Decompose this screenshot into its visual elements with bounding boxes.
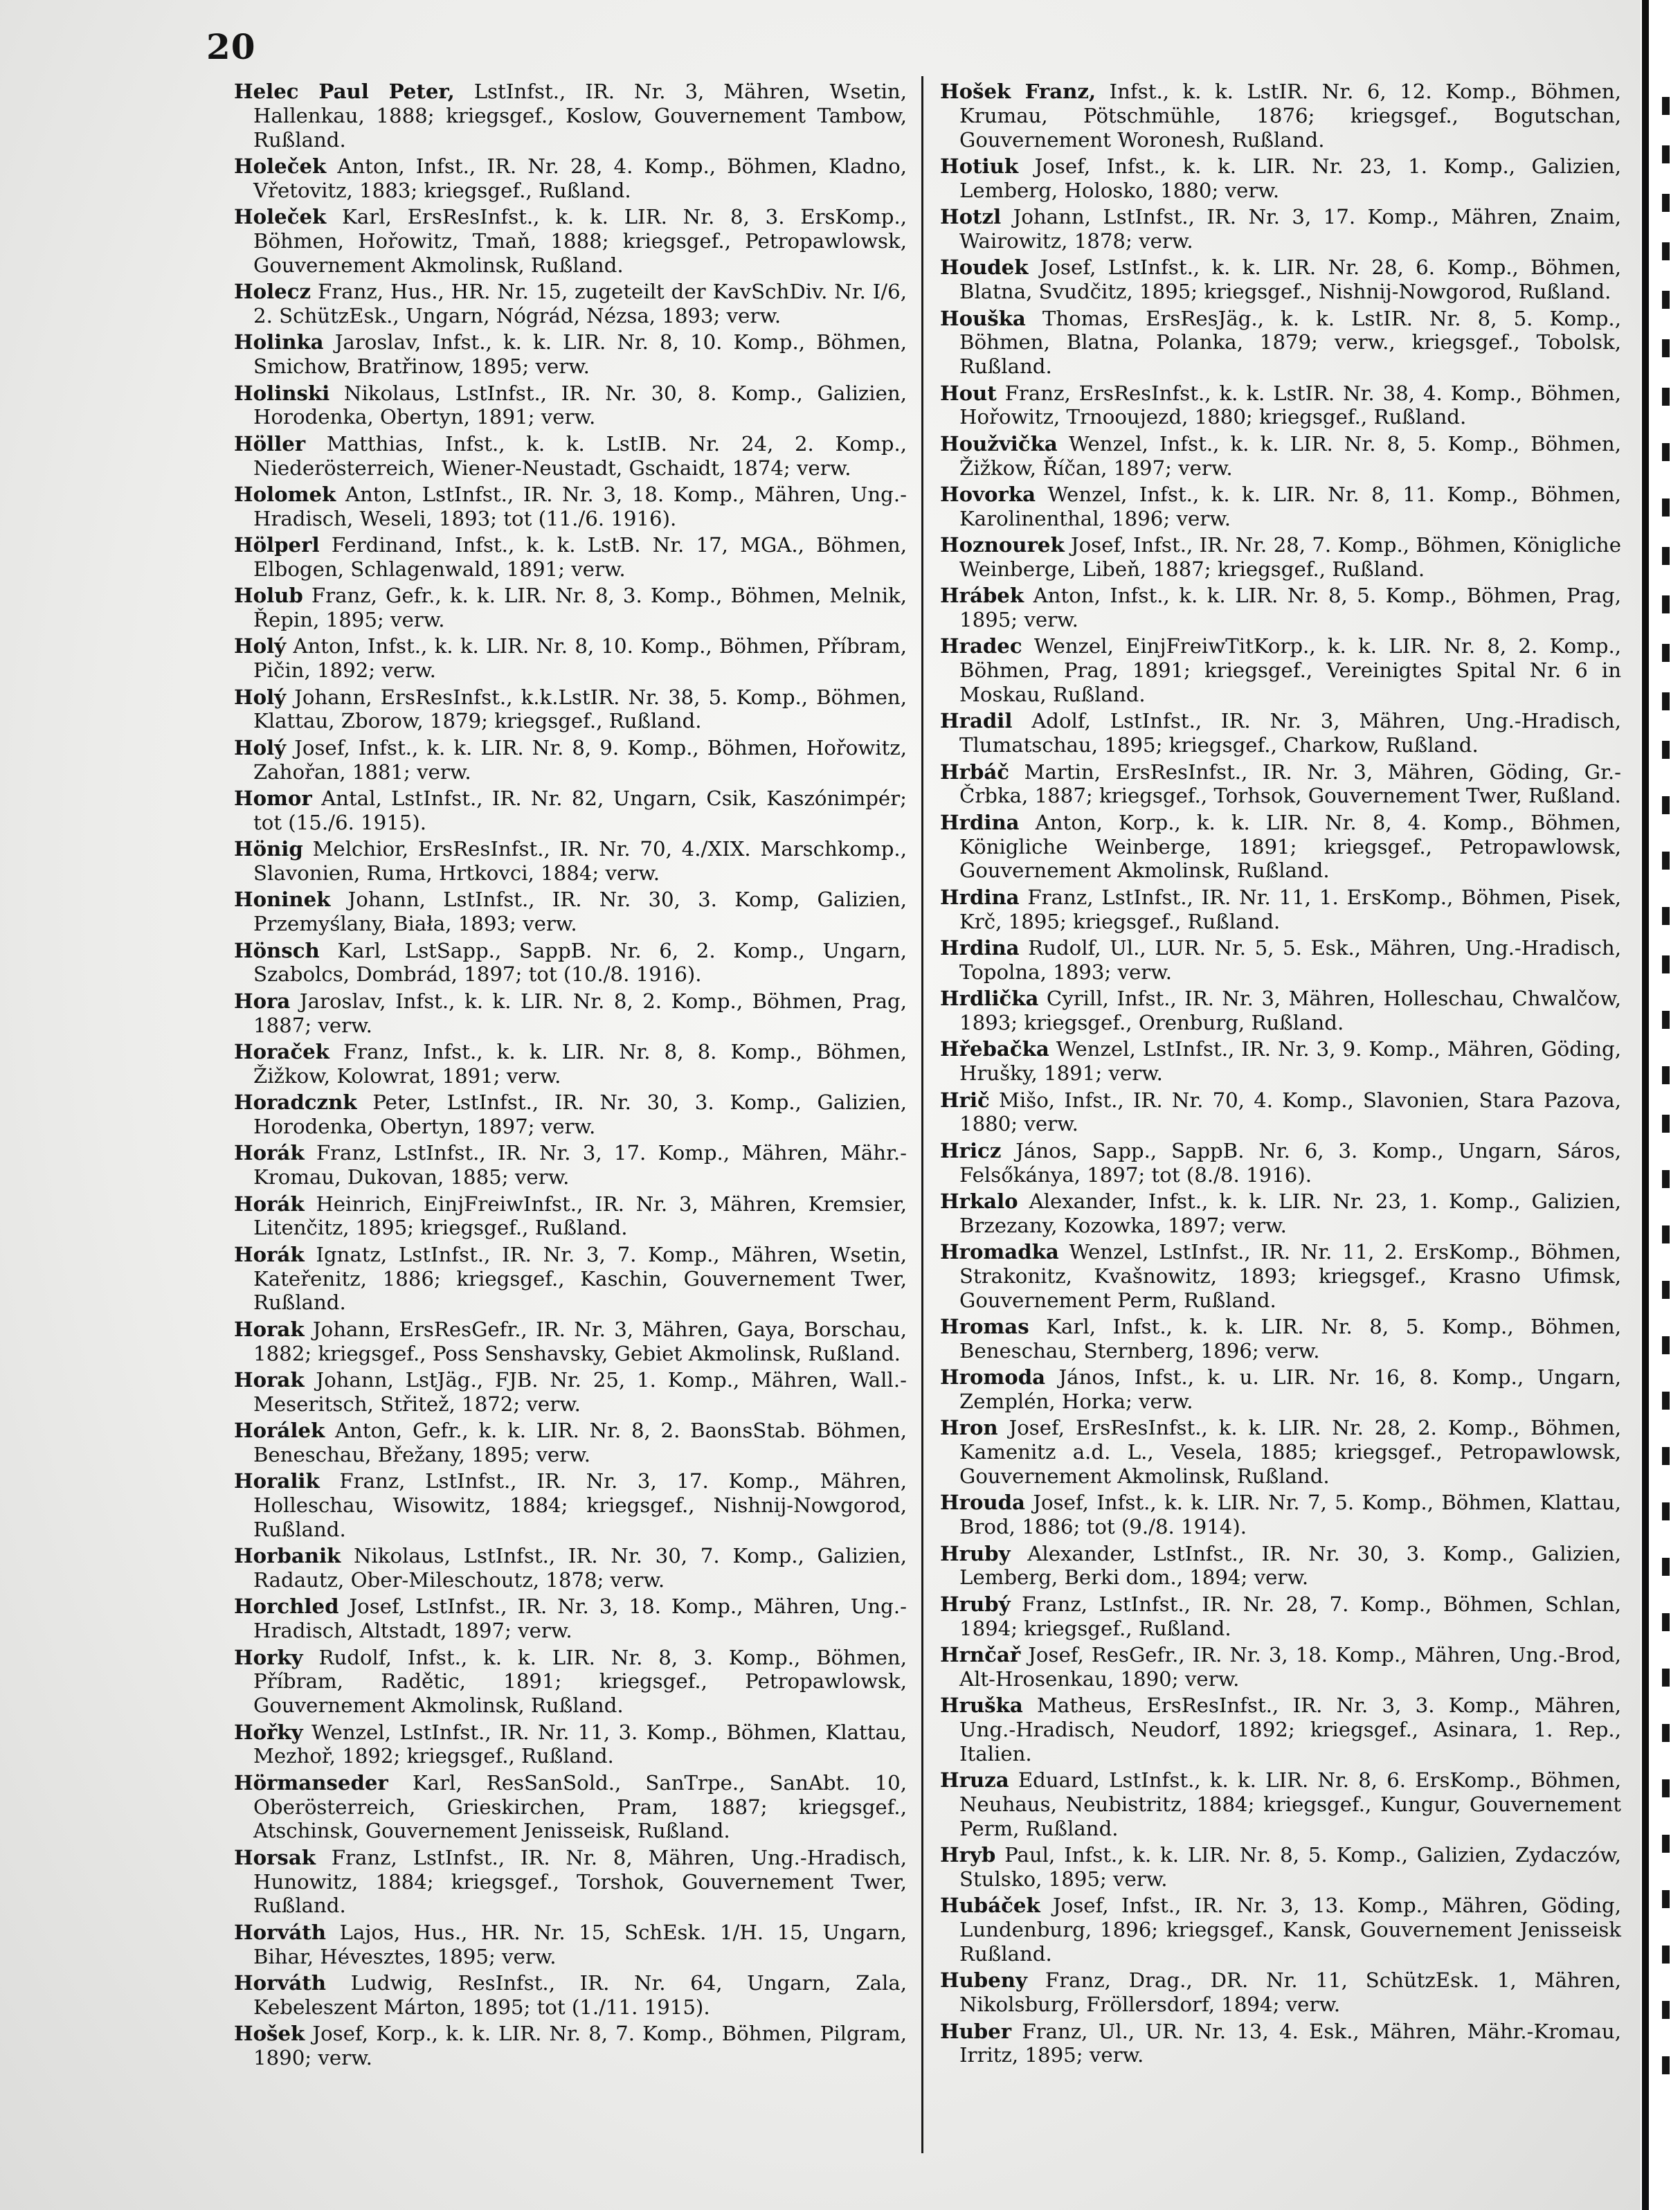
- register-entry: [234, 330, 907, 379]
- entry-surname: Horák: [234, 1141, 305, 1165]
- cutoff-letter-mark: [1662, 388, 1670, 406]
- cutoff-letter-mark: [1662, 644, 1670, 662]
- register-entry: [940, 709, 1621, 757]
- entry-surname: Hrubý: [940, 1592, 1011, 1616]
- entry-surname: Horaček: [234, 1039, 329, 1063]
- cutoff-letter-mark: [1662, 1946, 1670, 1964]
- entry-details: Lajos, Hus., HR. Nr. 15, SchEsk. 1/H. 15, Ungarn, Bihar, Hévesztes, 1895; verw.: [253, 1920, 907, 1968]
- entry-details: Wenzel, LstInfst., IR. Nr. 11, 2. ErsKomp., Böhmen, Strakonitz, Kvašnowitz, 1893; kriegsgef., Krasno Ufimsk, Gouvernement Perm, Rußland.: [959, 1240, 1621, 1312]
- entry-surname: Hron: [940, 1416, 998, 1440]
- register-entry: [234, 432, 907, 480]
- entry-surname: Hrnčař: [940, 1643, 1021, 1667]
- entry-details: Franz, Hus., HR. Nr. 15, zugeteilt der KavSchDiv. Nr. I/6, 2. SchützEsk., Ungarn, Nógrád, Nézsa, 1893; verw.: [253, 280, 907, 327]
- entry-details: Jaroslav, Infst., k. k. LIR. Nr. 8, 2. Komp., Böhmen, Prag, 1887; verw.: [253, 989, 907, 1037]
- entry-surname: Hricz: [940, 1138, 1002, 1162]
- entry-details: Eduard, LstInfst., k. k. LIR. Nr. 8, 6. ErsKomp., Böhmen, Neuhaus, Neubistritz, 1884; kriegsgef., Kungur, Gouvernement Perm, Rußland.: [959, 1768, 1621, 1840]
- register-entry: [234, 2022, 907, 2070]
- entry-surname: Holomek: [234, 482, 336, 506]
- cutoff-letter-mark: [1662, 1558, 1670, 1576]
- register-entry: [940, 80, 1621, 152]
- cutoff-letter-mark: [1662, 955, 1670, 973]
- register-entry: [940, 1968, 1621, 2017]
- cutoff-letter-mark: [1662, 1011, 1670, 1029]
- entry-surname: Horsak: [234, 1845, 316, 1869]
- left-column: [234, 80, 907, 2072]
- entry-surname: Hrdlička: [940, 987, 1039, 1011]
- register-entry: [234, 1469, 907, 1541]
- register-entry: [940, 483, 1621, 531]
- cutoff-letter-mark: [1662, 692, 1670, 710]
- page-binding-edge: [1642, 0, 1649, 2210]
- cutoff-letter-mark: [1662, 852, 1670, 870]
- entry-surname: Horbanik: [234, 1544, 341, 1568]
- entry-surname: Hoznourek: [940, 533, 1065, 557]
- register-entry: [234, 1318, 907, 1366]
- right-column: [940, 80, 1621, 2070]
- entry-details: Franz, Infst., k. k. LIR. Nr. 8, 8. Komp., Böhmen, Žižkow, Kolowrat, 1891; verw.: [253, 1039, 907, 1088]
- entry-details: Johann, LstJäg., FJB. Nr. 25, 1. Komp., Mähren, Wall.-Meseritsch, Střitež, 1872; verw.: [253, 1367, 907, 1416]
- entry-surname: Holeček: [234, 205, 327, 229]
- register-entry: [234, 1192, 907, 1241]
- cutoff-letter-mark: [1662, 1502, 1670, 1520]
- entry-surname: Hönsch: [234, 938, 320, 962]
- entry-details: Josef, Infst., k. k. LIR. Nr. 7, 5. Komp., Böhmen, Klattau, Brod, 1886; tot (9./8. 1914).: [959, 1491, 1621, 1539]
- cutoff-letter-mark: [1662, 1336, 1670, 1354]
- cutoff-letter-mark: [1662, 595, 1670, 613]
- register-entry: [940, 1315, 1621, 1363]
- register-entry: [234, 381, 907, 430]
- entry-surname: Holý: [234, 685, 287, 709]
- register-entry: [940, 1240, 1621, 1312]
- entry-details: Karl, ErsResInfst., k. k. LIR. Nr. 8, 3. ErsKomp., Böhmen, Hořowitz, Tmaň, 1888; kriegsgef., Petropawlowsk, Gouvernement Akmolinsk, Rußland.: [253, 205, 907, 277]
- register-entry: [940, 1694, 1621, 1766]
- cutoff-letter-mark: [1662, 1779, 1670, 1797]
- cutoff-letter-mark: [1662, 291, 1670, 309]
- entry-surname: Holinka: [234, 330, 324, 354]
- register-entry: [234, 888, 907, 936]
- register-entry: [234, 1646, 907, 1718]
- register-entry: [940, 634, 1621, 706]
- register-entry: [234, 1846, 907, 1918]
- register-entry: [940, 205, 1621, 253]
- entry-details: János, Sapp., SappB. Nr. 6, 3. Komp., Ungarn, Sáros, Felsőkánya, 1897; tot (8./8. 1916).: [959, 1138, 1621, 1187]
- entry-details: Anton, LstInfst., IR. Nr. 3, 18. Komp., Mähren, Ung.-Hradisch, Weseli, 1893; tot (11./6. 1916).: [253, 482, 907, 530]
- entry-details: Josef, Infst., k. k. LIR. Nr. 23, 1. Komp., Galizien, Lemberg, Holosko, 1880; verw.: [959, 154, 1621, 202]
- entry-surname: Horadcznk: [234, 1090, 357, 1115]
- register-entry: [940, 936, 1621, 985]
- entry-surname: Hruby: [940, 1541, 1011, 1565]
- entry-details: Josef, Infst., IR. Nr. 28, 7. Komp., Böhmen, Königliche Weinberge, Libeň, 1887; kriegsgef., Rußland.: [959, 533, 1621, 581]
- entry-details: Anton, Gefr., k. k. LIR. Nr. 8, 2. BaonsStab. Böhmen, Beneschau, Břežany, 1895; verw.: [253, 1419, 907, 1466]
- entry-surname: Horak: [234, 1317, 305, 1341]
- register-entry: [234, 1141, 907, 1189]
- entry-surname: Hruza: [940, 1768, 1009, 1793]
- entry-surname: Horálek: [234, 1419, 325, 1443]
- register-entry: [940, 886, 1621, 934]
- cutoff-letter-mark: [1662, 1835, 1670, 1853]
- entry-details: Karl, LstSapp., SappB. Nr. 6, 2. Komp., Ungarn, Szabolcs, Dombrád, 1897; tot (10./8. 1916).: [253, 938, 907, 987]
- register-entry: [940, 1491, 1621, 1539]
- register-entry: [234, 1368, 907, 1417]
- entry-details: Wenzel, EinjFreiwTitKorp., k. k. LIR. Nr. 8, 2. Komp., Böhmen, Prag, 1891; kriegsgef., Vereinigtes Spital Nr. 6 in Moskau, Rußland.: [959, 634, 1621, 707]
- register-entry: [234, 634, 907, 683]
- entry-surname: Hubeny: [940, 1968, 1027, 1993]
- register-entry: [940, 2020, 1621, 2068]
- entry-surname: Hruška: [940, 1694, 1023, 1718]
- register-entry: [940, 533, 1621, 582]
- entry-details: János, Infst., k. u. LIR. Nr. 16, 8. Komp., Ungarn, Zemplén, Horka; verw.: [959, 1365, 1621, 1414]
- entry-details: Josef, LstInfst., IR. Nr. 3, 18. Komp., Mähren, Ung.-Hradisch, Altstadt, 1897; verw.: [253, 1594, 907, 1643]
- entry-details: LstInfst., IR. Nr. 3, Mähren, Wsetin, Hallenkau, 1888; kriegsgef., Koslow, Gouvernement Tambow, Rußland.: [253, 80, 907, 152]
- entry-surname: Hrkalo: [940, 1189, 1018, 1213]
- cutoff-letter-mark: [1662, 1225, 1670, 1243]
- cutoff-letter-mark: [1662, 907, 1670, 925]
- entry-surname: Helec Paul Peter,: [234, 80, 455, 103]
- entry-surname: Hromoda: [940, 1365, 1046, 1390]
- cutoff-letter-mark: [1662, 97, 1670, 115]
- register-entry: [940, 760, 1621, 809]
- entry-surname: Hromas: [940, 1315, 1029, 1339]
- entry-details: Johann, ErsResInfst., k.k.LstIR. Nr. 38, 5. Komp., Böhmen, Klattau, Zborow, 1879; kriegsgef., Rußland.: [253, 685, 907, 733]
- register-entry: [940, 811, 1621, 883]
- cutoff-letter-mark: [1662, 242, 1670, 260]
- entry-surname: Horváth: [234, 1920, 326, 1944]
- entry-details: Franz, LstInfst., IR. Nr. 11, 1. ErsKomp., Böhmen, Pisek, Krč, 1895; kriegsgef., Rußland.: [959, 885, 1621, 933]
- entry-surname: Horák: [234, 1242, 305, 1266]
- entry-surname: Hölperl: [234, 533, 320, 557]
- register-entry: [940, 1643, 1621, 1691]
- register-entry: [234, 584, 907, 632]
- entry-details: Josef, LstInfst., k. k. LIR. Nr. 28, 6. Komp., Böhmen, Blatna, Svudčitz, 1895; kriegsgef., Nishnij-Nowgorod, Rußland.: [959, 255, 1621, 304]
- entry-details: Paul, Infst., k. k. LIR. Nr. 8, 5. Komp., Galizien, Zydaczów, Stulsko, 1895; verw.: [959, 1843, 1621, 1891]
- page-number: 20: [206, 26, 256, 67]
- entry-details: Franz, Ul., UR. Nr. 13, 4. Esk., Mähren, Mähr.-Kromau, Irritz, 1895; verw.: [959, 2019, 1621, 2067]
- entry-details: Anton, Infst., k. k. LIR. Nr. 8, 10. Komp., Böhmen, Příbram, Pičin, 1892; verw.: [253, 634, 907, 683]
- entry-details: Josef, Infst., IR. Nr. 3, 13. Komp., Mähren, Göding, Lundenburg, 1896; kriegsgef., Kansk, Gouvernement Jenisseisk Rußland.: [959, 1894, 1621, 1966]
- cutoff-letter-mark: [1662, 1724, 1670, 1742]
- register-entry: [234, 1771, 907, 1843]
- entry-surname: Hradec: [940, 634, 1022, 658]
- entry-surname: Houdek: [940, 255, 1029, 280]
- entry-details: Mišo, Infst., IR. Nr. 70, 4. Komp., Slavonien, Stara Pazova, 1880; verw.: [959, 1088, 1621, 1136]
- entry-surname: Hošek: [234, 2022, 305, 2046]
- register-entry: [234, 205, 907, 277]
- register-entry: [234, 736, 907, 784]
- entry-details: Thomas, ErsResJäg., k. k. LstIR. Nr. 8, 5. Komp., Böhmen, Blatna, Polanka, 1879; verw., kriegsgef., Tobolsk, Rußland.: [959, 306, 1621, 379]
- entry-surname: Hořky: [234, 1720, 303, 1744]
- register-entry: [940, 1037, 1621, 1086]
- register-entry: [940, 987, 1621, 1035]
- entry-surname: Hrič: [940, 1088, 990, 1112]
- register-entry: [940, 1139, 1621, 1187]
- entry-details: Franz, LstInfst., IR. Nr. 3, 17. Komp., Mähren, Holleschau, Wisowitz, 1884; kriegsgef., Nishnij-Nowgorod, Rußland.: [253, 1469, 907, 1541]
- entry-details: Rudolf, Ul., LUR. Nr. 5, 5. Esk., Mähren, Ung.-Hradisch, Topolna, 1893; verw.: [959, 936, 1621, 984]
- register-entry: [940, 1416, 1621, 1488]
- register-entry: [940, 1592, 1621, 1641]
- entry-surname: Hotzl: [940, 205, 1002, 229]
- entry-details: Anton, Infst., IR. Nr. 28, 4. Komp., Böhmen, Kladno, Vřetovitz, 1883; kriegsgef., Rußland.: [253, 154, 907, 202]
- entry-details: Johann, LstInfst., IR. Nr. 3, 17. Komp., Mähren, Znaim, Wairowitz, 1878; verw.: [959, 205, 1621, 253]
- cutoff-letter-mark: [1662, 1281, 1670, 1299]
- entry-details: Franz, Drag., DR. Nr. 11, SchützEsk. 1, Mähren, Nikolsburg, Fröllersdorf, 1894; verw.: [959, 1968, 1621, 2017]
- register-entry: [234, 1921, 907, 1969]
- cutoff-letter-mark: [1662, 1170, 1670, 1188]
- entry-surname: Horky: [234, 1645, 303, 1669]
- entry-details: Wenzel, Infst., k. k. LIR. Nr. 8, 5. Komp., Böhmen, Žižkow, Říčan, 1897; verw.: [959, 431, 1621, 480]
- register-entry: [234, 1419, 907, 1467]
- entry-details: Anton, Korp., k. k. LIR. Nr. 8, 4. Komp., Böhmen, Königliche Weinberge, 1891; kriegsgef., Petropawlowsk, Gouvernement Akmolinsk, Rußland.: [959, 810, 1621, 883]
- cutoff-letter-mark: [1662, 339, 1670, 357]
- entry-surname: Horak: [234, 1367, 305, 1392]
- cutoff-letter-mark: [1662, 1066, 1670, 1084]
- entry-details: Ferdinand, Infst., k. k. LstB. Nr. 17, MGA., Böhmen, Elbogen, Schlagenwald, 1891; verw.: [253, 533, 907, 581]
- entry-details: Karl, Infst., k. k. LIR. Nr. 8, 5. Komp., Böhmen, Beneschau, Sternberg, 1896; verw.: [959, 1315, 1621, 1363]
- entry-surname: Hradil: [940, 709, 1013, 733]
- entry-details: Wenzel, LstInfst., IR. Nr. 11, 3. Komp., Böhmen, Klattau, Mezhoř, 1892; kriegsgef., Rußland.: [253, 1720, 907, 1768]
- entry-surname: Horchled: [234, 1594, 339, 1619]
- entry-details: Matheus, ErsResInfst., IR. Nr. 3, 3. Komp., Mähren, Ung.-Hradisch, Neudorf, 1892; kriegsgef., Asinara, 1. Rep., Italien.: [959, 1694, 1621, 1766]
- register-entry: [234, 533, 907, 582]
- entry-surname: Hromadka: [940, 1240, 1059, 1264]
- register-entry: [234, 1721, 907, 1769]
- register-entry: [234, 1040, 907, 1088]
- register-entry: [940, 1189, 1621, 1238]
- entry-details: Nikolaus, LstInfst., IR. Nr. 30, 8. Komp., Galizien, Horodenka, Obertyn, 1891; verw.: [253, 381, 907, 429]
- register-entry: [234, 280, 907, 328]
- cutoff-letter-mark: [1662, 547, 1670, 565]
- entry-details: Ignatz, LstInfst., IR. Nr. 3, 7. Komp., Mähren, Wsetin, Kateřenitz, 1886; kriegsgef., Kaschin, Gouvernement Twer, Rußland.: [253, 1242, 907, 1315]
- register-entry: [234, 989, 907, 1038]
- entry-details: Peter, LstInfst., IR. Nr. 30, 3. Komp., Galizien, Horodenka, Obertyn, 1897; verw.: [253, 1090, 907, 1138]
- register-entry: [940, 381, 1621, 430]
- register-entry: [940, 255, 1621, 304]
- entry-details: Rudolf, Infst., k. k. LIR. Nr. 8, 3. Komp., Böhmen, Příbram, Radětic, 1891; kriegsgef., Petropawlowsk, Gouvernement Akmolinsk, Rußland.: [253, 1645, 907, 1718]
- cutoff-letter-mark: [1662, 1447, 1670, 1465]
- entry-details: Matthias, Infst., k. k. LstIB. Nr. 24, 2. Komp., Niederösterreich, Wiener-Neustadt, Gschaidt, 1874; verw.: [253, 431, 907, 480]
- entry-details: Franz, LstInfst., IR. Nr. 3, 17. Komp., Mähren, Mähr.-Kromau, Dukovan, 1885; verw.: [253, 1141, 907, 1189]
- entry-surname: Hrdina: [940, 810, 1020, 834]
- register-entry: [940, 1843, 1621, 1892]
- entry-surname: Horváth: [234, 1970, 326, 1995]
- register-entry: [940, 1894, 1621, 1966]
- entry-surname: Hošek Franz,: [940, 80, 1096, 103]
- entry-details: Josef, ErsResInfst., k. k. LIR. Nr. 28, 2. Komp., Böhmen, Kamenitz a.d. L., Vesela, 1885; kriegsgef., Petropawlowsk, Gouvernement Akmolinsk, Rußland.: [959, 1416, 1621, 1489]
- entry-details: Infst., k. k. LstIR. Nr. 6, 12. Komp., Böhmen, Krumau, Pötschmühle, 1876; kriegsgef., Bogutschan, Gouvernement Woronesh, Rußland.: [959, 80, 1621, 152]
- cutoff-letter-mark: [1662, 1669, 1670, 1687]
- entry-details: Jaroslav, Infst., k. k. LIR. Nr. 8, 10. Komp., Böhmen, Smichow, Bratřinow, 1895; verw.: [253, 330, 907, 379]
- entry-details: Franz, LstInfst., IR. Nr. 8, Mähren, Ung.-Hradisch, Hunowitz, 1884; kriegsgef., Torshok, Gouvernement Twer, Rußland.: [253, 1845, 907, 1918]
- entry-surname: Horák: [234, 1192, 305, 1216]
- entry-details: Franz, Gefr., k. k. LIR. Nr. 8, 3. Komp., Böhmen, Melnik, Řepin, 1895; verw.: [253, 584, 907, 632]
- register-entry: [940, 154, 1621, 203]
- register-entry: [234, 80, 907, 152]
- entry-surname: Hrdina: [940, 885, 1020, 909]
- register-entry: [234, 1594, 907, 1643]
- entry-details: Josef, ResGefr., IR. Nr. 3, 18. Komp., Mähren, Ung.-Brod, Alt-Hrosenkau, 1890; verw.: [959, 1643, 1621, 1691]
- register-entry: [234, 1243, 907, 1315]
- entry-surname: Holý: [234, 735, 287, 760]
- register-entry: [234, 483, 907, 531]
- entry-surname: Holecz: [234, 280, 311, 304]
- register-entry: [234, 1544, 907, 1592]
- cutoff-letter-mark: [1662, 2056, 1670, 2074]
- entry-details: Johann, LstInfst., IR. Nr. 30, 3. Komp, Galizien, Przemyślany, Biała, 1893; verw.: [253, 888, 907, 936]
- entry-surname: Hönig: [234, 837, 303, 861]
- entry-surname: Honinek: [234, 888, 331, 912]
- column-divider: [921, 76, 923, 2153]
- cutoff-letter-mark: [1662, 741, 1670, 759]
- entry-details: Alexander, Infst., k. k. LIR. Nr. 23, 1. Komp., Galizien, Brzezany, Kozowka, 1897; verw.: [959, 1189, 1621, 1237]
- register-entry: [940, 1365, 1621, 1414]
- cutoff-letter-mark: [1662, 443, 1670, 461]
- entry-details: Nikolaus, LstInfst., IR. Nr. 30, 7. Komp., Galizien, Radautz, Ober-Mileschoutz, 1878; verw.: [253, 1544, 907, 1592]
- register-entry: [940, 307, 1621, 379]
- register-entry: [234, 1090, 907, 1139]
- cutoff-letter-mark: [1662, 1890, 1670, 1908]
- entry-surname: Hora: [234, 989, 291, 1013]
- entry-details: Wenzel, Infst., k. k. LIR. Nr. 8, 11. Komp., Böhmen, Karolinenthal, 1896; verw.: [959, 482, 1621, 530]
- entry-details: Josef, Infst., k. k. LIR. Nr. 8, 9. Komp., Böhmen, Hořowitz, Zahořan, 1881; verw.: [253, 735, 907, 784]
- cutoff-letter-mark: [1662, 1115, 1670, 1133]
- entry-surname: Hotiuk: [940, 154, 1019, 178]
- register-entry: [234, 154, 907, 203]
- entry-details: Wenzel, LstInfst., IR. Nr. 3, 9. Komp., Mähren, Göding, Hrušky, 1891; verw.: [959, 1037, 1621, 1086]
- entry-surname: Hrouda: [940, 1491, 1025, 1515]
- register-entry: [234, 787, 907, 835]
- cutoff-letter-mark: [1662, 2001, 1670, 2019]
- entry-surname: Homor: [234, 787, 312, 811]
- entry-surname: Horalik: [234, 1469, 320, 1493]
- entry-surname: Hout: [940, 381, 997, 405]
- entry-surname: Houžvička: [940, 431, 1058, 456]
- entry-surname: Höller: [234, 431, 306, 456]
- entry-surname: Holub: [234, 584, 303, 608]
- entry-details: Josef, Korp., k. k. LIR. Nr. 8, 7. Komp., Böhmen, Pilgram, 1890; verw.: [253, 2022, 907, 2069]
- entry-surname: Hovorka: [940, 482, 1036, 506]
- entry-surname: Holeček: [234, 154, 327, 178]
- entry-surname: Holinski: [234, 381, 330, 405]
- entry-details: Melchior, ErsResInfst., IR. Nr. 70, 4./XIX. Marschkomp., Slavonien, Ruma, Hrtkovci, 1884; verw.: [253, 837, 907, 886]
- register-entry: [940, 584, 1621, 632]
- entry-details: Cyrill, Infst., IR. Nr. 3, Mähren, Holleschau, Chwalčow, 1893; kriegsgef., Orenburg, Rußland.: [959, 987, 1621, 1034]
- cutoff-letter-mark: [1662, 498, 1670, 516]
- entry-surname: Hryb: [940, 1843, 996, 1867]
- entry-details: Adolf, LstInfst., IR. Nr. 3, Mähren, Ung.-Hradisch, Tlumatschau, 1895; kriegsgef., Charkow, Rußland.: [959, 709, 1621, 757]
- entry-surname: Houška: [940, 306, 1026, 330]
- register-entry: [234, 837, 907, 886]
- entry-surname: Hrábek: [940, 584, 1024, 608]
- register-entry: [940, 1768, 1621, 1840]
- entry-details: Anton, Infst., k. k. LIR. Nr. 8, 5. Komp., Böhmen, Prag, 1895; verw.: [959, 584, 1621, 632]
- register-entry: [940, 432, 1621, 480]
- entry-surname: Hrbáč: [940, 760, 1010, 784]
- entry-surname: Hřebačka: [940, 1037, 1049, 1061]
- register-entry: [940, 1542, 1621, 1590]
- entry-details: Johann, ErsResGefr., IR. Nr. 3, Mähren, Gaya, Borschau, 1882; kriegsgef., Poss Senshavsky, Gebiet Akmolinsk, Rußland.: [253, 1317, 907, 1365]
- register-entry: [234, 1971, 907, 2020]
- entry-details: Heinrich, EinjFreiwInfst., IR. Nr. 3, Mähren, Kremsier, Litenčitz, 1895; kriegsgef., Rußland.: [253, 1192, 907, 1240]
- entry-details: Franz, ErsResInfst., k. k. LstIR. Nr. 38, 4. Komp., Böhmen, Hořowitz, Trnooujezd, 1880; kriegsgef., Rußland.: [959, 381, 1621, 429]
- entry-details: Alexander, LstInfst., IR. Nr. 30, 3. Komp., Galizien, Lemberg, Berki dom., 1894; verw.: [959, 1541, 1621, 1590]
- entry-details: Martin, ErsResInfst., IR. Nr. 3, Mähren, Göding, Gr.-Črbka, 1887; kriegsgef., Torhsok, Gouvernement Twer, Rußland.: [959, 760, 1621, 808]
- entry-surname: Hrdina: [940, 936, 1020, 960]
- entry-surname: Holý: [234, 634, 287, 658]
- entry-details: Karl, ResSanSold., SanTrpe., SanAbt. 10, Oberösterreich, Grieskirchen, Pram, 1887; kriegsgef., Atschinsk, Gouvernement Jenisseisk, Rußland.: [253, 1770, 907, 1843]
- register-entry: [234, 939, 907, 987]
- entry-details: Franz, LstInfst., IR. Nr. 28, 7. Komp., Böhmen, Schlan, 1894; kriegsgef., Rußland.: [959, 1592, 1621, 1640]
- entry-surname: Hubáček: [940, 1894, 1040, 1918]
- cutoff-letter-mark: [1662, 194, 1670, 212]
- cutoff-letter-mark: [1662, 1613, 1670, 1631]
- register-entry: [234, 685, 907, 734]
- entry-details: Ludwig, ResInfst., IR. Nr. 64, Ungarn, Zala, Kebeleszent Márton, 1895; tot (1./11. 1915).: [253, 1970, 907, 2019]
- cutoff-letter-mark: [1662, 1392, 1670, 1410]
- cutoff-letter-mark: [1662, 796, 1670, 814]
- entry-surname: Hörmanseder: [234, 1770, 388, 1795]
- entry-details: Antal, LstInfst., IR. Nr. 82, Ungarn, Csik, Kaszónimpér; tot (15./6. 1915).: [253, 787, 907, 834]
- register-entry: [940, 1088, 1621, 1137]
- cutoff-letter-mark: [1662, 145, 1670, 163]
- entry-surname: Huber: [940, 2019, 1012, 2043]
